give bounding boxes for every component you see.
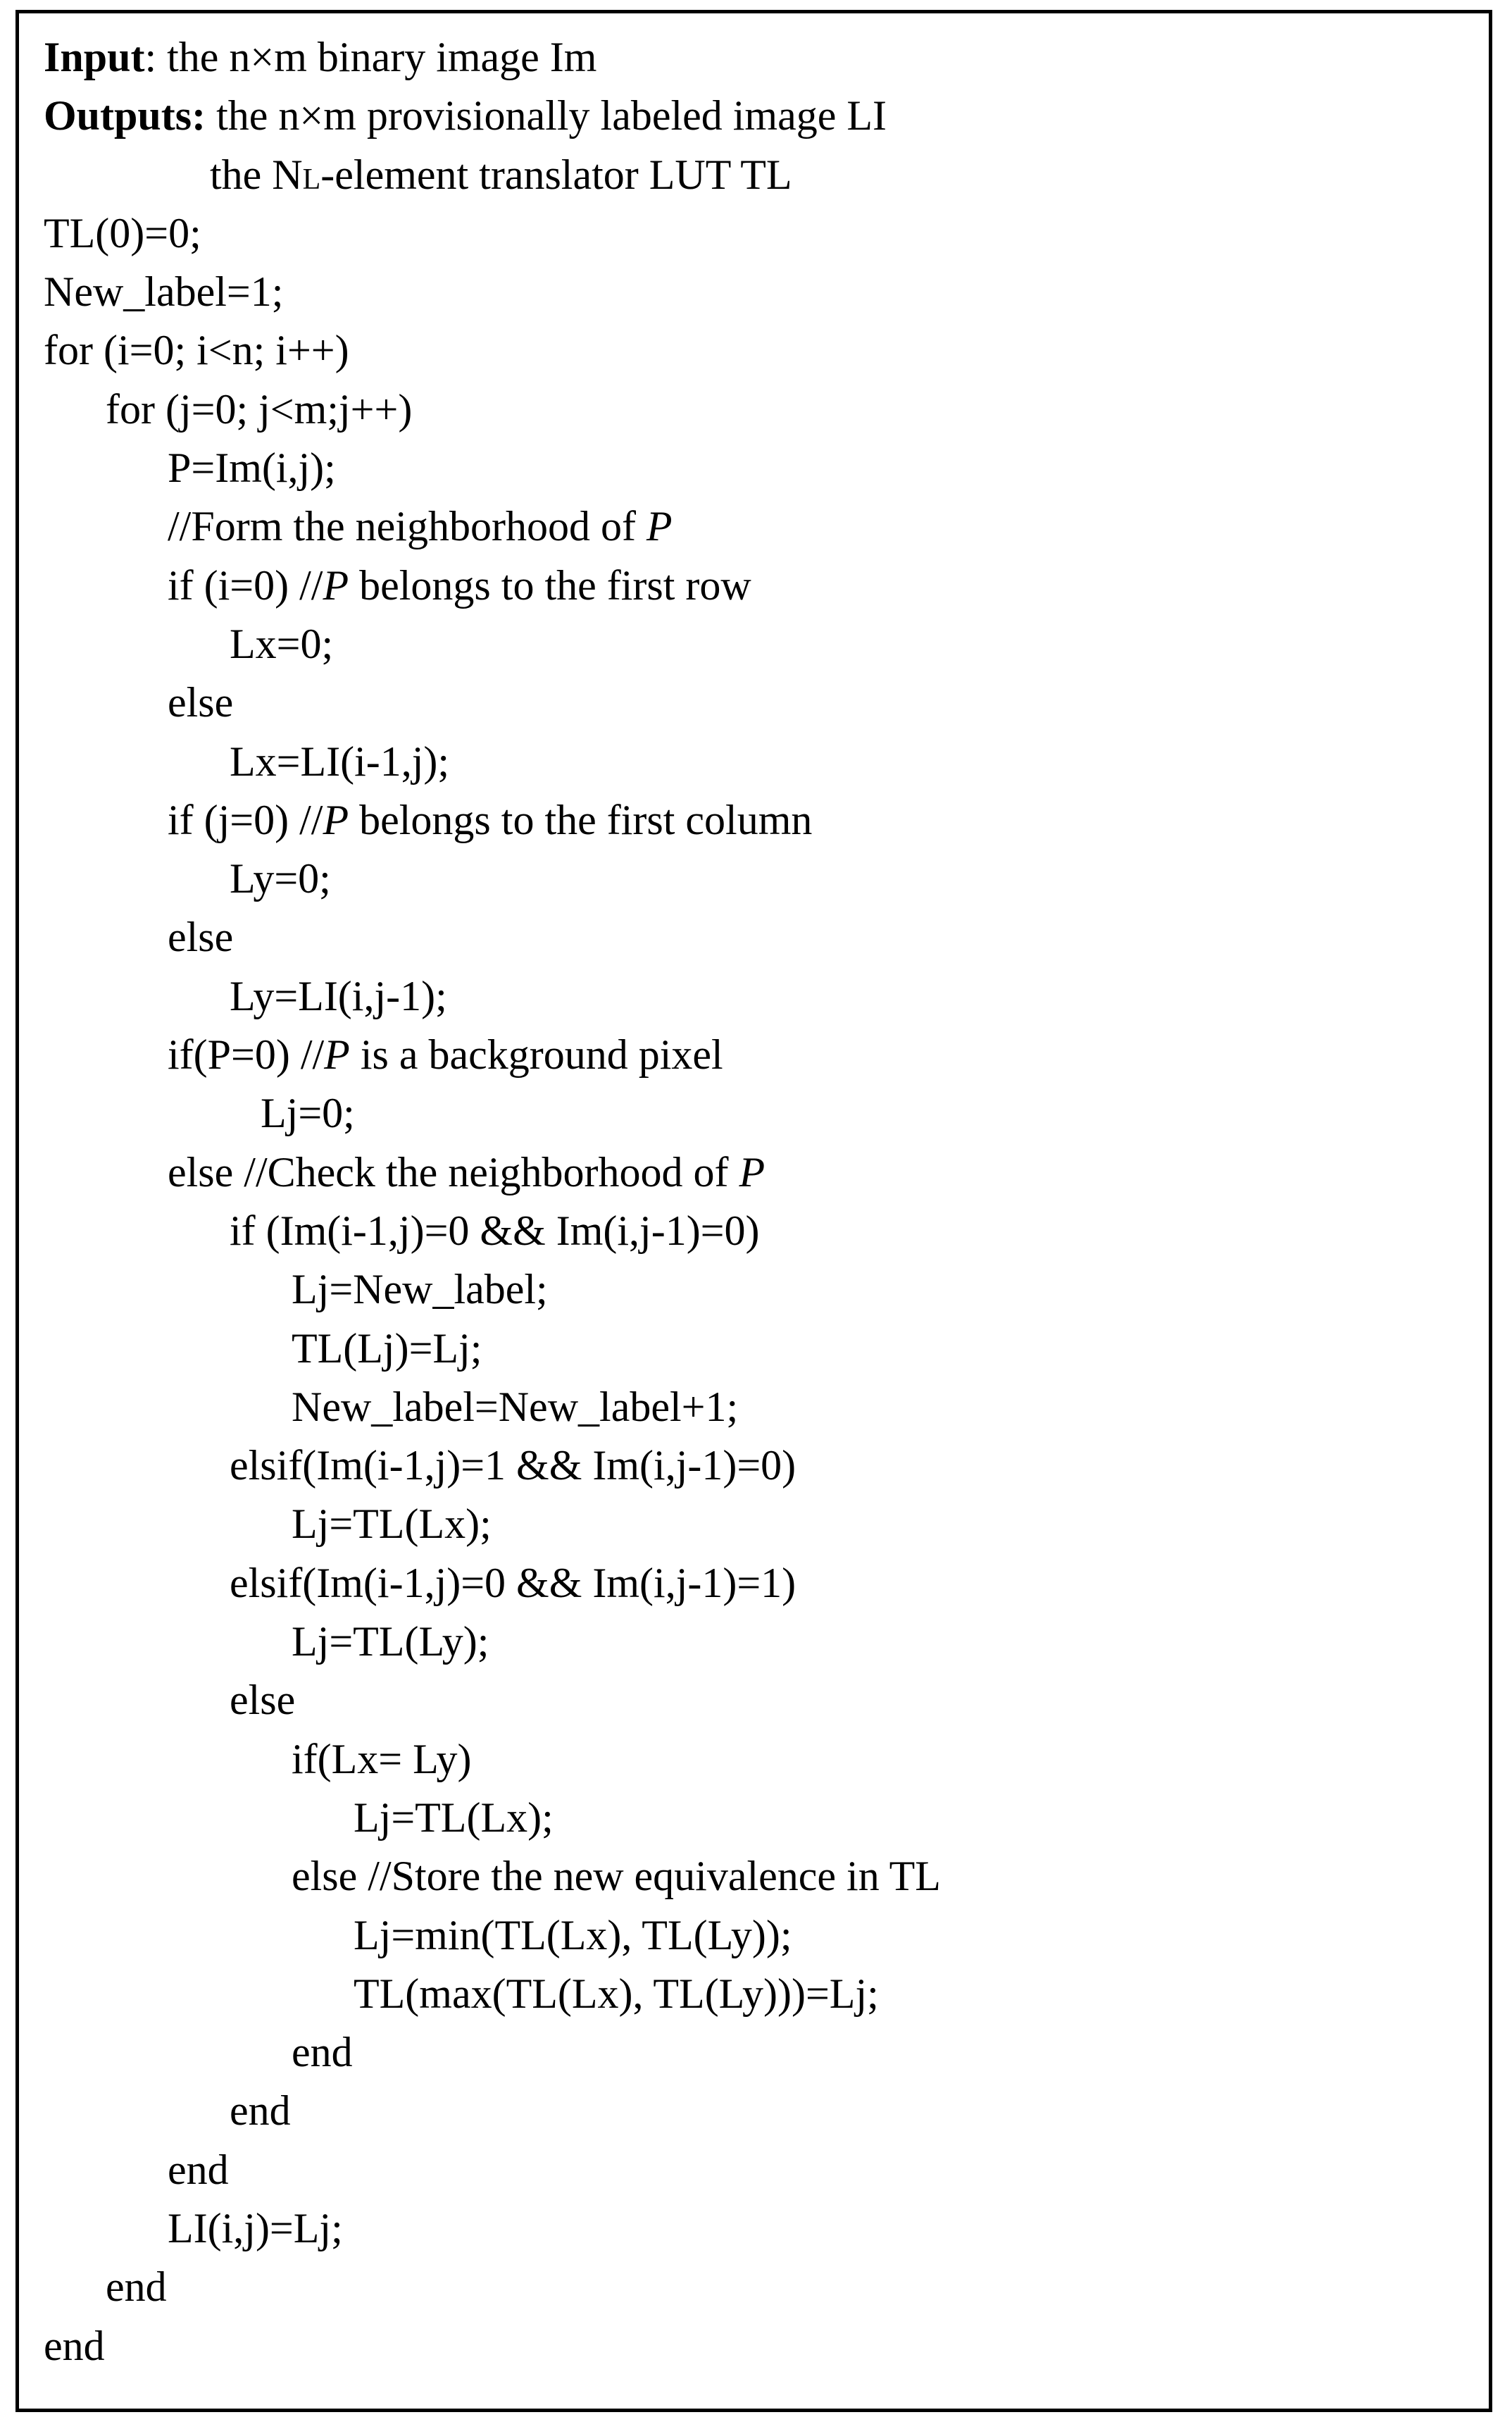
code-text: Lj=TL(Lx); — [292, 1501, 492, 1548]
code-line — [44, 204, 1484, 263]
code-text: if(Lx= Ly) — [292, 1735, 472, 1782]
code-text: Ly=0; — [230, 855, 331, 902]
code-text: Lj=TL(Lx); — [354, 1794, 554, 1841]
code-line — [44, 1260, 1484, 1319]
code-line — [44, 615, 1484, 673]
code-line — [44, 2141, 1484, 2199]
code-line — [44, 1378, 1484, 1436]
pseudocode-block — [44, 28, 1484, 2375]
code-text: is a background pixel — [349, 1031, 723, 1079]
code-text: New_label=1; — [44, 268, 284, 316]
code-line — [44, 321, 1484, 380]
code-line — [44, 263, 1484, 321]
code-text: TL(Lj)=Lj; — [292, 1324, 482, 1372]
code-line — [44, 380, 1484, 439]
code-text: if (Im(i-1,j)=0 && Im(i,j-1)=0) — [230, 1207, 760, 1254]
code-line — [44, 557, 1484, 615]
code-line — [44, 791, 1484, 850]
code-text: //Form the neighborhood of — [168, 503, 646, 550]
code-text: LI(i,j)=Lj; — [168, 2204, 343, 2251]
code-line — [44, 2082, 1484, 2140]
outputs-line — [44, 87, 1484, 145]
outputs-text: the n×m provisionally labeled image LI — [206, 92, 887, 139]
code-text: P=Im(i,j); — [168, 445, 336, 492]
code-line — [44, 1202, 1484, 1260]
code-italic-var: P — [739, 1148, 766, 1195]
code-text: Lj=TL(Ly); — [292, 1618, 489, 1665]
code-text: Lx=LI(i-1,j); — [230, 738, 450, 785]
input-text: : the n×m binary image Im — [144, 34, 597, 80]
input-line — [44, 28, 1484, 87]
code-text: if (j=0) // — [168, 796, 323, 843]
code-text: TL(0)=0; — [44, 209, 201, 256]
code-line — [44, 1906, 1484, 1965]
code-line — [44, 497, 1484, 556]
code-line — [44, 733, 1484, 791]
code-line — [44, 2258, 1484, 2316]
code-text: else — [230, 1677, 296, 1724]
code-text: Lx=0; — [230, 620, 334, 667]
code-italic-var: P — [323, 796, 349, 843]
code-line — [44, 439, 1484, 497]
code-line — [44, 1084, 1484, 1143]
code-italic-var: P — [324, 1031, 350, 1079]
code-line — [44, 2317, 1484, 2375]
code-lines — [44, 204, 1484, 2375]
outputs-label: Outputs: — [44, 92, 206, 139]
code-text: else — [168, 914, 234, 961]
code-text: end — [168, 2146, 229, 2193]
code-line — [44, 1613, 1484, 1671]
code-line — [44, 1143, 1484, 1202]
code-text: end — [106, 2263, 167, 2311]
code-text: for (j=0; j<m;j++) — [106, 385, 413, 433]
code-italic-var: P — [646, 503, 673, 550]
code-text: New_label=New_label+1; — [292, 1383, 739, 1430]
outputs-line-2 — [44, 146, 1484, 204]
code-line — [44, 1319, 1484, 1378]
code-text: Lj=New_label; — [292, 1266, 548, 1313]
outputs-line2-post: -element translator LUT TL — [320, 151, 792, 198]
code-line — [44, 673, 1484, 732]
code-text: Lj=min(TL(Lx), TL(Ly)); — [354, 1911, 792, 1958]
code-text: Lj=0; — [261, 1090, 355, 1137]
outputs-line2-sub: L — [302, 163, 321, 196]
code-text: else //Check the neighborhood of — [168, 1148, 739, 1195]
input-label: Input — [44, 34, 145, 80]
code-line — [44, 850, 1484, 908]
code-text: end — [230, 2087, 291, 2135]
code-text: end — [44, 2322, 105, 2369]
code-text: else //Store the new equivalence in TL — [292, 1853, 941, 1900]
code-line — [44, 967, 1484, 1026]
code-line — [44, 1847, 1484, 1906]
code-text: for (i=0; i<n; i++) — [44, 327, 349, 374]
code-text: elsif(Im(i-1,j)=1 && Im(i,j-1)=0) — [230, 1442, 796, 1489]
code-text: else — [168, 679, 234, 726]
code-text: belongs to the first row — [349, 561, 751, 609]
code-line — [44, 1789, 1484, 1847]
code-line — [44, 2199, 1484, 2258]
code-line — [44, 1554, 1484, 1613]
code-line — [44, 1965, 1484, 2023]
code-italic-var: P — [323, 561, 349, 609]
code-line — [44, 908, 1484, 967]
outputs-line2-pre: the N — [210, 151, 303, 198]
code-line — [44, 1026, 1484, 1084]
code-text: TL(max(TL(Lx), TL(Ly)))=Lj; — [354, 1970, 879, 2017]
code-text: Ly=LI(i,j-1); — [230, 972, 447, 1019]
code-text: elsif(Im(i-1,j)=0 && Im(i,j-1)=1) — [230, 1559, 796, 1606]
code-text: if (i=0) // — [168, 561, 323, 609]
code-line — [44, 1436, 1484, 1495]
code-line — [44, 2023, 1484, 2082]
code-text: belongs to the first column — [349, 796, 813, 843]
code-line — [44, 1495, 1484, 1553]
code-text: if(P=0) // — [168, 1031, 325, 1079]
code-text: end — [292, 2029, 353, 2076]
code-line — [44, 1671, 1484, 1729]
code-line — [44, 1730, 1484, 1789]
